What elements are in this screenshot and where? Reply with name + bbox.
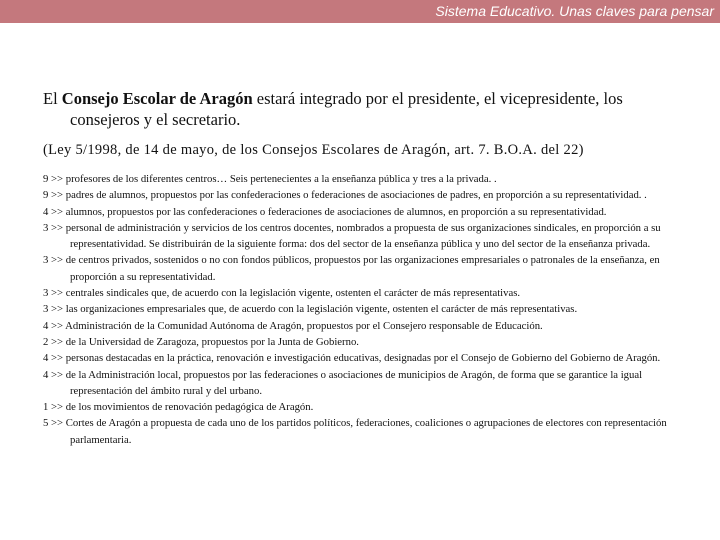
list-item: 3 >> personal de administración y servicios de los centros docentes, nombrados a propuesta de sus organizaciones sindicales, en proporción a su representatividad. Se distribuirán de la siguiente forma: dos del sector de la enseñanza pública y uno del sector de la enseñanza privada. [43, 221, 661, 251]
intro-prefix: El [43, 89, 62, 108]
list-item: 4 >> personas destacadas en la práctica, renovación e investigación educativas, designadas por el Consejo de Gobierno del Gobierno de Aragón. [43, 352, 661, 365]
list-item: 4 >> alumnos, propuestos por las confederaciones o federaciones de asociaciones de alumnos, en proporción a su representatividad. [43, 205, 607, 218]
intro-rest: estará integrado por el presidente, el vicepresidente, los consejeros y el secretario. [70, 89, 623, 129]
slide-content [43, 88, 693, 448]
list-item: 3 >> de centros privados, sostenidos o no con fondos públicos, propuestos por las organizaciones empresariales o patronales de la enseñanza, en proporción a su representatividad. [43, 254, 660, 283]
list-item: 3 >> las organizaciones empresariales que, de acuerdo con la legislación vigente, ostenten el carácter de más representativas. [43, 303, 578, 316]
law-citation: (Ley 5/1998, de 14 de mayo, de los Consejos Escolares de Aragón, art. 7. B.O.A. del 22) [43, 142, 584, 158]
list-item: 4 >> de la Administración local, propuestos por las federaciones o asociaciones de municipios de Aragón, de forma que se garantice la igual representación del ámbito rural y del urbano. [43, 368, 643, 397]
list-item: 5 >> Cortes de Aragón a propuesta de cada uno de los partidos políticos, federaciones, coaliciones o agrupaciones de electores con representación parlamentaria. [43, 417, 667, 446]
list-item: 9 >> profesores de los diferentes centros… Seis pertenecientes a la enseñanza pública y tres a la privada. . [43, 173, 497, 185]
list-item: 4 >> Administración de la Comunidad Autónoma de Aragón, propuestos por el Consejero responsable de Educación. [43, 319, 543, 332]
slide-title: Sistema Educativo. Unas claves para pensar [435, 3, 714, 19]
list-item: 9 >> padres de alumnos, propuestos por las confederaciones o federaciones de asociaciones de padres, en proporción a su representatividad. . [43, 189, 647, 202]
members-list [43, 171, 693, 448]
list-item: 3 >> centrales sindicales que, de acuerdo con la legislación vigente, ostenten el carácter de más representativas. [43, 287, 521, 300]
intro-paragraph [43, 88, 693, 130]
list-item: 1 >> de los movimientos de renovación pedagógica de Aragón. [43, 401, 314, 414]
intro-bold-term: Consejo Escolar de Aragón [61, 89, 253, 108]
header-bar [0, 0, 720, 23]
list-item: 2 >> de la Universidad de Zaragoza, propuestos por la Junta de Gobierno. [43, 335, 359, 348]
